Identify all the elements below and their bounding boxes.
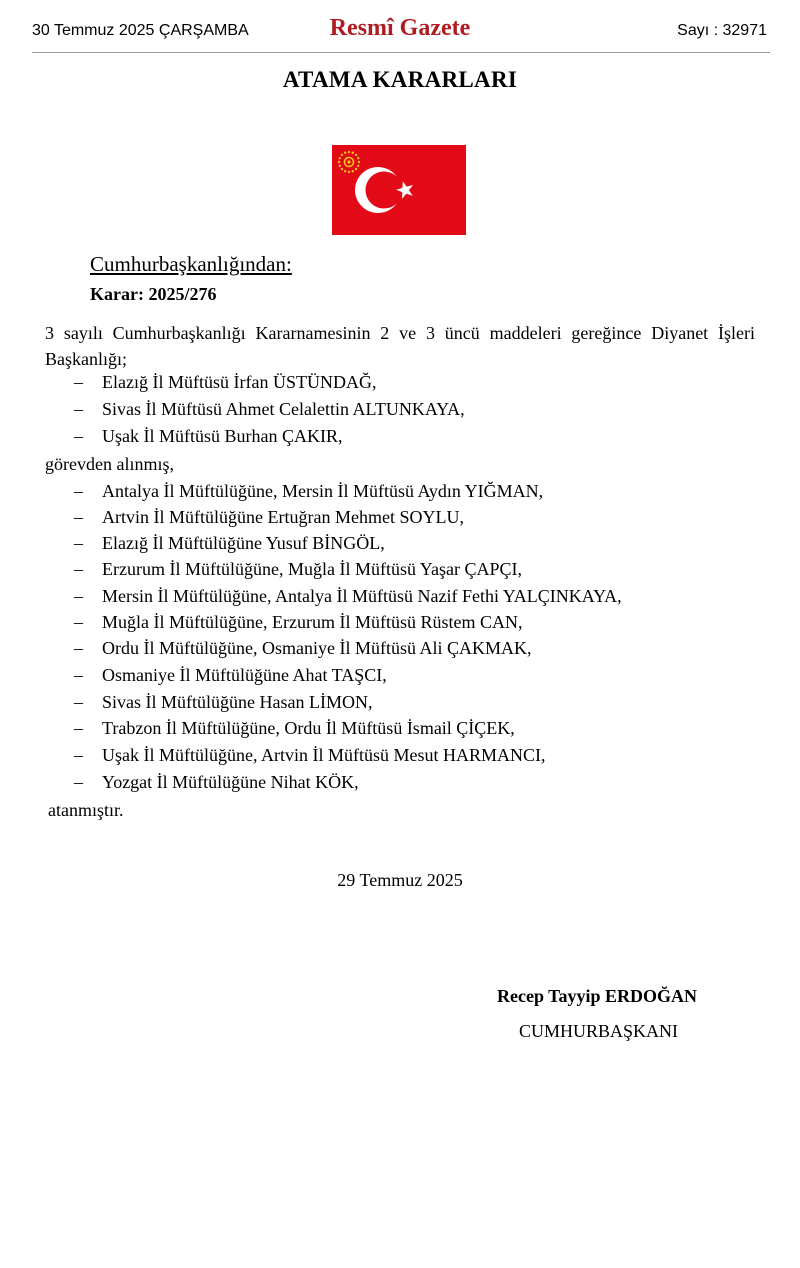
seal-star-icon <box>339 165 341 167</box>
seal-star-icon <box>341 154 343 156</box>
removed-note: görevden alınmış, <box>45 454 174 474</box>
decision-date: 29 Temmuz 2025 <box>337 870 463 890</box>
removed-item: – Sivas İl Müftüsü Ahmet Celalettin ALTUNKAYA, <box>74 399 465 419</box>
seal-star-icon <box>352 152 354 154</box>
appointed-item: – Sivas İl Müftülüğüne Hasan LİMON, <box>74 692 373 712</box>
seal-star-icon <box>357 165 359 167</box>
intro-paragraph: 3 sayılı Cumhurbaşkanlığı Kararnamesinin 2 ve 3 üncü maddeleri gereğince Diyanet İşleri Başkanlığı; <box>45 323 755 369</box>
issue-number: Sayı : 32971 <box>677 22 767 39</box>
seal-star-icon <box>352 170 354 172</box>
seal-star-icon <box>355 168 357 170</box>
appointed-note: atanmıştır. <box>48 800 124 820</box>
appointed-item: – Artvin İl Müftülüğüne Ertuğran Mehmet SOYLU, <box>74 507 464 527</box>
issuer-heading: Cumhurbaşkanlığından: <box>90 252 292 276</box>
seal-star-icon <box>338 161 340 163</box>
presidential-flag-icon <box>332 145 466 235</box>
appointed-item: – Trabzon İl Müftülüğüne, Ordu İl Müftüsü İsmail ÇİÇEK, <box>74 718 515 738</box>
seal-star-icon <box>344 152 346 154</box>
seal-star-icon <box>358 161 360 163</box>
signatory-title: CUMHURBAŞKANI <box>519 1021 679 1041</box>
seal-star-icon <box>339 157 341 159</box>
signatory-name: Recep Tayyip ERDOĞAN <box>497 986 698 1006</box>
removed-item: – Uşak İl Müftüsü Burhan ÇAKIR, <box>74 426 343 446</box>
seal-star-icon <box>355 154 357 156</box>
gazette-title: Resmî Gazete <box>329 15 471 41</box>
issue-date: 30 Temmuz 2025 ÇARŞAMBA <box>32 22 249 39</box>
removed-item: – Elazığ İl Müftüsü İrfan ÜSTÜNDAĞ, <box>74 372 377 392</box>
appointed-item: – Uşak İl Müftülüğüne, Artvin İl Müftüsü Mesut HARMANCI, <box>74 745 546 765</box>
header-divider <box>32 52 770 53</box>
appointed-item: – Elazığ İl Müftülüğüne Yusuf BİNGÖL, <box>74 533 385 553</box>
seal-star-icon <box>348 151 350 153</box>
appointed-item: – Ordu İl Müftülüğüne, Osmaniye İl Müftüsü Ali ÇAKMAK, <box>74 638 532 658</box>
appointed-item: – Erzurum İl Müftülüğüne, Muğla İl Müftüsü Yaşar ÇAPÇI, <box>74 559 522 579</box>
appointed-item: – Antalya İl Müftülüğüne, Mersin İl Müftüsü Aydın YIĞMAN, <box>74 481 544 501</box>
seal-star-icon <box>348 171 350 173</box>
seal-star-icon <box>357 157 359 159</box>
seal-star-icon <box>341 168 343 170</box>
appointed-item: – Mersin İl Müftülüğüne, Antalya İl Müftüsü Nazif Fethi YALÇINKAYA, <box>74 586 622 606</box>
appointed-item: – Muğla İl Müftülüğüne, Erzurum İl Müftüsü Rüstem CAN, <box>74 612 523 632</box>
seal-star-icon <box>344 170 346 172</box>
appointed-item: – Osmaniye İl Müftülüğüne Ahat TAŞCI, <box>74 665 387 685</box>
section-title: ATAMA KARARLARI <box>282 67 518 92</box>
appointed-item: – Yozgat İl Müftülüğüne Nihat KÖK, <box>74 772 359 792</box>
decision-number: Karar: 2025/276 <box>90 284 217 304</box>
